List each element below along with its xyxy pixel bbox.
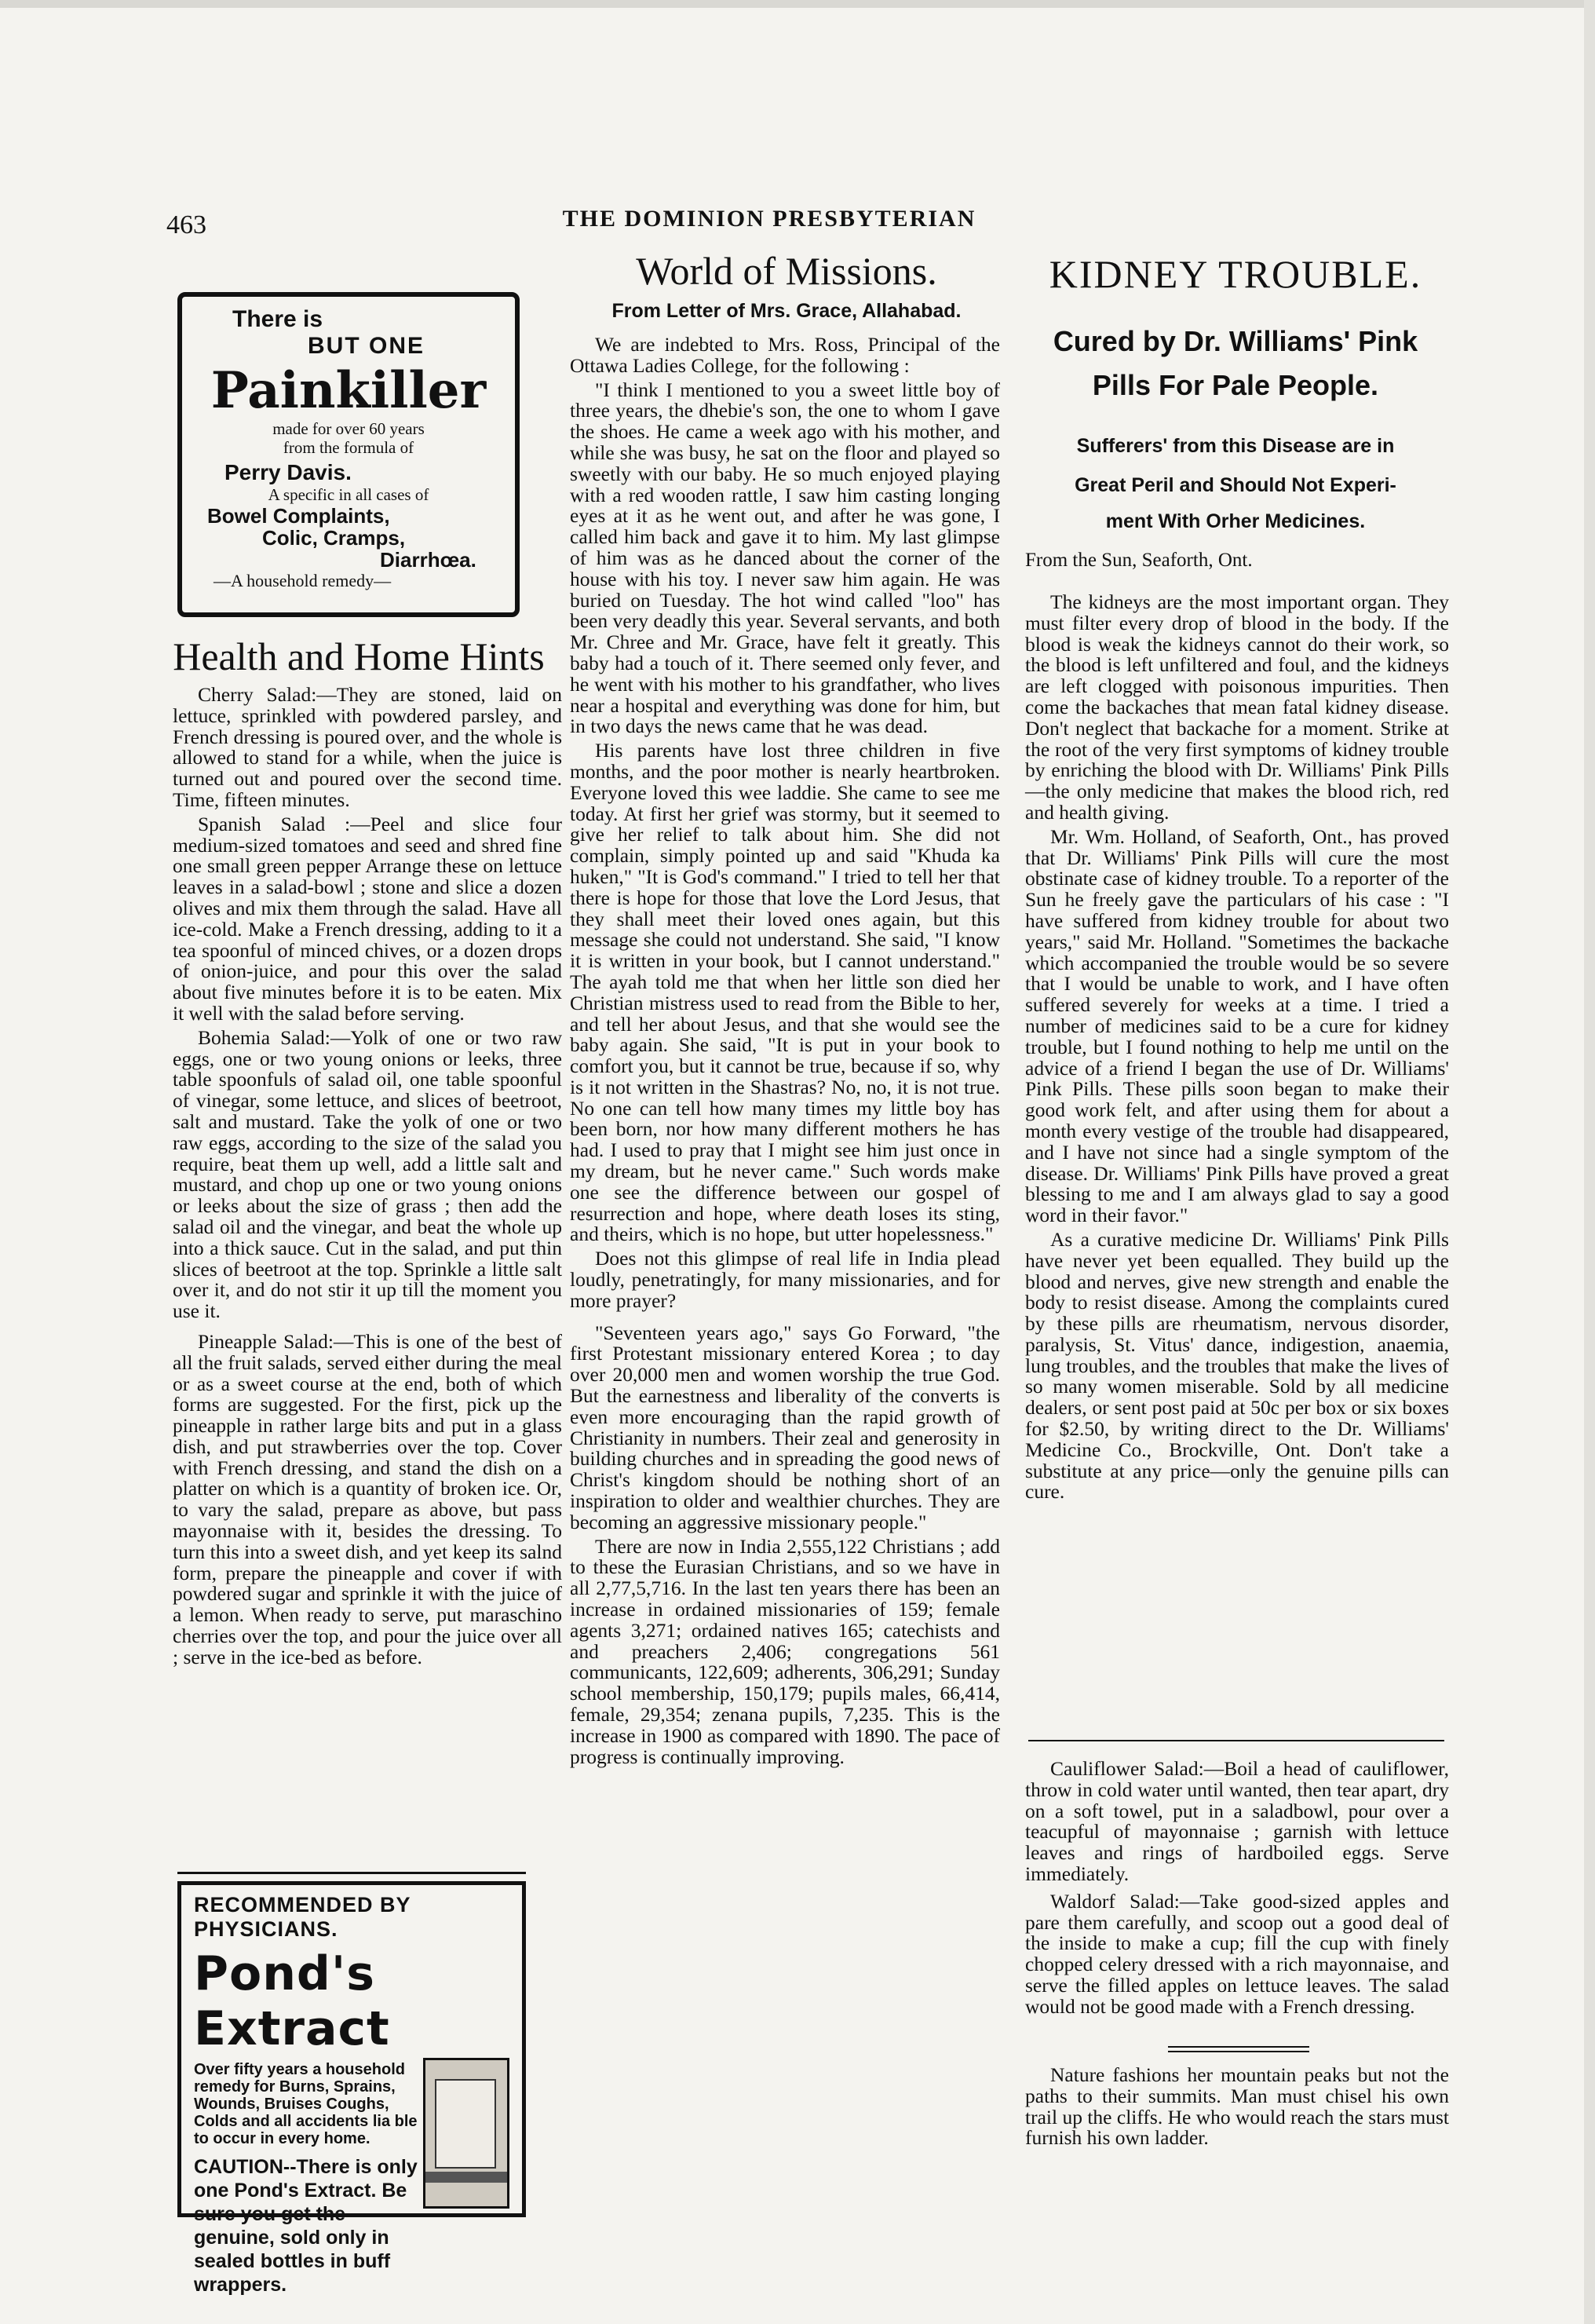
running-head: THE DOMINION PRESBYTERIAN	[562, 206, 976, 232]
kidney-title: KIDNEY TROUBLE.	[1049, 252, 1422, 296]
scan-edge-top	[0, 0, 1595, 8]
kidney-paragraph-2: Mr. Wm. Holland, of Seaforth, Ont., has proved that Dr. Williams' Pink Pills will cure the most obstinate case of kidney trouble. To a reporter of the Sun he freely gave the particulars of his case : "I have suffered from kidney trouble for about two years," said Mr. Holland. "Sometimes the backache which accompanied the trouble would be so severe that I would be unable to work, and I have often suffered severely for weeks at a time. I tried a number of medicines said to be a cure for kidney trouble, but I found nothing to help me until on the advice of a friend I began the use of Dr. Williams' Pink Pills. These pills soon began to make their good work felt, and after using them for about a month every vestige of the trouble had disappeared, and I have not since had a single symptom of the disease. Dr. Williams' Pink Pills have proved a great blessing to me and I am always glad to say a good word in their favor."	[1025, 824, 1449, 1227]
ad-specific: A specific in all cases of	[268, 485, 429, 504]
kidney-paragraph-3: As a curative medicine Dr. Williams' Pink Pills have never yet been equalled. They build up the blood and nerves, give new strength and enable the body to resist disease. Among the complaints cured by these pills are rheumatism, nervous disorder, paralysis, St. Vitus' dance, indigestion, anaemia, lung troubles, and the troubles that make the lives of so many women miserable. Sold by all medicine dealers, or sent post paid at 50c per box or six boxes for $2.50, by writing direct to the Dr. Williams' Medicine Co., Brockville, Ont. Don't take a substitute at any price—only the genuine pills can cure.	[1025, 1227, 1449, 1504]
ad-made-line2: from the formula of	[283, 438, 414, 457]
kidney-subtitle-2: Pills For Pale People.	[1092, 369, 1379, 401]
kidney-deck-3: ment With Orher Medicines.	[1105, 510, 1366, 532]
ad-household: —A household remedy—	[214, 571, 392, 590]
ad-recommended: RECOMMENDED BY PHYSICIANS.	[194, 1893, 411, 1941]
missions-paragraph-intro: We are indebted to Mrs. Ross, Principal of the Ottawa Ladies College, for the following :	[570, 333, 1000, 377]
ad-made-line1: made for over 60 years	[272, 419, 425, 438]
painkiller-advertisement	[177, 292, 520, 617]
missions-paragraph-parents: His parents have lost three children in five months, and the poor mother is nearly heartbroken. Everyone loved this wee laddie. She came to see me today. At first her grief was stormy, but it seemed to give her relief to talk about him. She did not complain, simply pointed up and said "Khuda ka huken," "It is God's command." I tried to tell her that there is hope for those that love the Lord Jesus, that they shall meet their loved ones again, but this message she could not understand. She said, "I know it is written in your book, but I cannot understand." The ayah told me that when her little son died her Christian mistress used to read from the Bible to her, and tell her about Jesus, and that she would see the baby again. She said, "It is put in your book to comfort you, but it cannot be true, because if so, why is it not written in the Shastras? No, no, it is not true. No one can tell how many times my little boy has been born, nor how many different mothers he has had. I used to pray that I might see him just once in my dream, but he never came." Such words make one see the difference between our gospel of resurrection and hope, where death loses its sting, and theirs, which is no hope, but utter hopelessness."	[570, 739, 1000, 1246]
kidney-subtitle-1: Cured by Dr. Williams' Pink	[1053, 325, 1418, 357]
ad-brand-painkiller: Painkiller	[210, 361, 487, 420]
kidney-deck-1: Sufferers' from this Disease are in	[1076, 435, 1395, 457]
health-paragraph-cherry: Cherry Salad:—They are stoned, laid on lettuce, sprinkled with powdered parsley, and French dressing is poured over, and the whole is allowed to stand for a while, when the juice is turned out and poured over the second time. Time, fifteen minutes.	[173, 683, 562, 811]
kidney-source: From the Sun, Seaforth, Ont.	[1025, 550, 1253, 571]
ad-condition-1: Bowel Complaints,	[207, 504, 390, 528]
bottle-label	[435, 2079, 496, 2169]
health-column	[173, 685, 562, 1672]
ad-line-but-one: BUT ONE	[308, 333, 425, 359]
bottle-stripe	[425, 2172, 507, 2183]
missions-column	[570, 334, 1000, 1770]
ponds-bottle-illustration	[423, 2058, 509, 2209]
kidney-column	[1025, 592, 1449, 1506]
health-title: Health and Home Hints	[173, 634, 545, 678]
salad-paragraph-cauliflower: Cauliflower Salad:—Boil a head of cauliflower, throw in cold water until wanted, then tear apart, dry on a soft towel, put in a saladbowl, pour over a teacupful of mayonnaise ; garnish with lettuce leaves and rings of hardboiled eggs. Serve immediately.	[1025, 1757, 1449, 1885]
closing-column	[1025, 2065, 1449, 2152]
divider-rule-left	[177, 1872, 526, 1874]
health-paragraph-bohemia: Bohemia Salad:—Yolk of one or two raw eggs, one or two young onions or leeks, three table spoonfuls of salad oil, one table spoonful of vinegar, some lettuce, and slices of beetroot, salt and mustard. Take the yolk of one or two raw eggs, according to the size of the salad you require, beat them up well, add a little salt and mustard, and chop up one or two young onions or leeks about the size of grass ; then add the salad oil and the vinegar, and beat the whole up into a thick sauce. Cut in the salad, and put thin slices of beetroot at the top. Sprinkle a little salt over it, and do not stir it up till the moment you use it.	[173, 1025, 562, 1323]
missions-paragraph-korea: "Seventeen years ago," says Go Forward, "the first Protestant missionary entered Korea ; to day over 20,000 men and women worship the true God. But the earnestness and liberality of the converts is even more encouraging than the rapid growth of Christianity in numbers. Their zeal and generosity in building churches and in spreading the good news of Christ's kingdom should be nothing short of an inspiration to older and wealthier churches. They are becoming an aggressive missionary people."	[570, 1321, 1000, 1533]
missions-paragraph-glimpse: Does not this glimpse of real life in India plead loudly, penetratingly, for many missionaries, and for more prayer?	[570, 1247, 1000, 1312]
ad-line-there-is: There is	[232, 306, 323, 332]
page-number: 463	[166, 210, 206, 239]
kidney-deck-2: Great Peril and Should Not Experi-	[1075, 474, 1396, 496]
kidney-paragraph-1: The kidneys are the most important organ. They must filter every drop of blood in the body. If the blood is weak the kidneys cannot do their work, so the blood is left unfiltered and foul, and the kidneys are left clogged with poisonous impurities. Then come the backaches that mean fatal kidney disease. Don't neglect that backache for a moment. Strike at the root of the very first symptoms of kidney trouble by enriching the blood with Dr. Williams' Pink Pills—the only medicine that makes the blood rich, red and health giving.	[1025, 590, 1449, 824]
salads-column	[1025, 1759, 1449, 2021]
ad-maker: Perry Davis.	[224, 460, 352, 484]
divider-rule-right	[1028, 1740, 1444, 1741]
health-paragraph-pineapple: Pineapple Salad:—This is one of the best of all the fruit salads, served either during the meal or as a sweet course at the end, both of which forms are suggested. For the first, pick up the pineapple in rather large bits and put in a glass dish, and put strawberries over the top. Cover with French dressing, and stand the dish on a platter on which is a quantity of broken ice. Or, to vary the salad, prepare as above, but pass mayonnaise with it, besides the dressing. To turn this into a sweet dish, and yet keep its salnd form, prepare the pineapple and cover if with powdered sugar and sprinkle it with the juice of a lemon. When ready to serve, put maraschino cherries over the top, and pour the juice over all ; serve in the ice-bed as before.	[173, 1329, 562, 1668]
closing-paragraph: Nature fashions her mountain peaks but not the paths to their summits. Man must chisel his own trail up the cliffs. He who would reach the stars must furnish his own ladder.	[1025, 2063, 1449, 2150]
missions-paragraph-letter: "I think I mentioned to you a sweet little boy of three years, the dhebie's son, the one to whom I gave the shoes. He came a week ago with his mother, and while she was busy, he sat on the floor and played so sweetly with our baby. He so much enjoyed playing with a red wooden rattle, I saw him casting longing eyes at it as he went out, and after he was gone, I called him back and gave it to him. My last glimpse of him was as he danced about the corner of the house with his toy. I never saw him again. He was buried on Tuesday. The hot wind called "loo" has been very deadly this year. Several servants, and both Mr. Chree and Mr. Grace, have felt it greatly. This baby had a touch of it. There seemed only fever, and he went with his mother to his grandfather, who lives near a hospital and everything was done for him, but in two days the news came that he was dead.	[570, 378, 1000, 738]
salad-paragraph-waldorf: Waldorf Salad:—Take good-sized apples and pare them carefully, and scoop out a good deal of the inside to make a cup; fill the cup with finely chopped celery dressed with a rich mayonnaise, and serve the filled apples on lettuce leaves. The salad would not be good made with a French dressing.	[1025, 1889, 1449, 2018]
missions-subtitle: From Letter of Mrs. Grace, Allahabad.	[611, 300, 962, 322]
ornamental-rule	[1168, 2046, 1309, 2052]
health-paragraph-spanish: Spanish Salad :—Peel and slice four medium-sized tomatoes and seed and shred fine one small green pepper Arrange these on lettuce leaves in a salad-bowl ; stone and slice a dozen olives and mix them through the salad. Have all ice-cold. Make a French dressing, adding to it a tea spoonful of minced chives, or a dozen drops of onion-juice, and pour this over the salad about five minutes before it is to be eaten. Mix it well with the salad before serving.	[173, 812, 562, 1025]
scan-edge-right	[1584, 0, 1595, 2324]
ad-condition-2: Colic, Cramps,	[262, 526, 406, 550]
ponds-extract-advertisement	[177, 1881, 526, 2296]
ad-ponds-body: Over fifty years a household remedy for Burns, Sprains, Wounds, Bruises Coughs, Colds and all accidents lia ble to occur in every home.	[194, 2061, 418, 2147]
ad-ponds-caution: CAUTION--There is only one Pond's Extract. Be sure you get the genuine, sold only in sealed bottles in buff wrappers.	[194, 2156, 418, 2296]
missions-paragraph-india-stats: There are now in India 2,555,122 Christians ; add to these the Eurasian Christians, and so we have in all 2,77,5,716. In the last ten years there has been an increase in ordained missionaries of 159; female agents 3,271; ordained natives 165; catechists and and preachers 2,406; congregations 561 communicants, 122,609; adherents, 306,291; Sunday school membership, 150,179; pupils males, 66,414, female, 29,354; zenana pupils, 7,235. This is the increase in 1900 as compared with 1890. The pace of progress is continually improving.	[570, 1534, 1000, 1768]
ad-brand-ponds: Pond's Extract	[194, 1946, 390, 2056]
missions-title: World of Missions.	[636, 249, 937, 293]
ad-condition-3: Diarrhœa.	[380, 548, 476, 572]
